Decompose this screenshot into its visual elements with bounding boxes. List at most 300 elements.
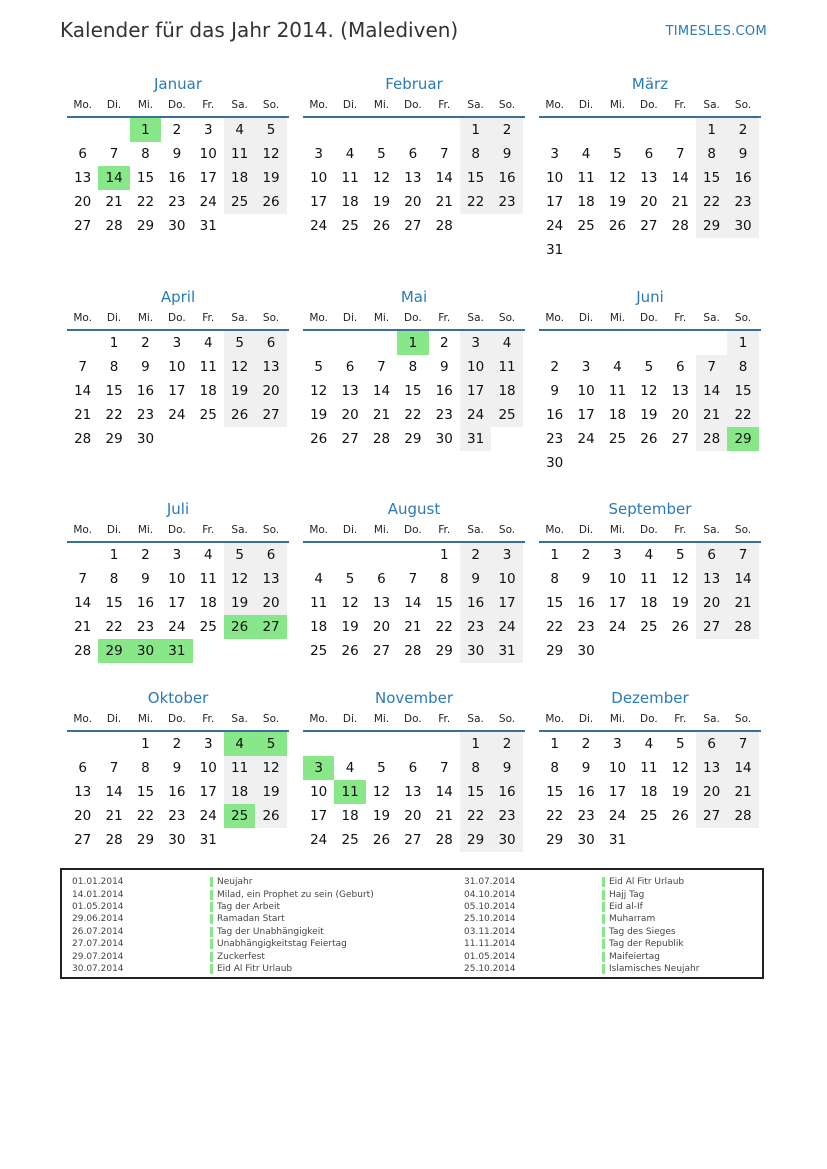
- day-cell: 27: [696, 804, 727, 828]
- month-days: [67, 543, 289, 663]
- day-cell: 7: [727, 732, 758, 756]
- day-cell: 31: [460, 427, 491, 451]
- day-cell: 13: [255, 355, 286, 379]
- day-cell: 16: [168, 784, 186, 800]
- day-cell: 8: [696, 142, 727, 166]
- day-cell: 30: [460, 639, 491, 663]
- day-cell: 26: [372, 218, 391, 234]
- day-cell: 6: [78, 146, 87, 162]
- holiday-marker-icon: [210, 939, 213, 949]
- day-cell: 2: [141, 547, 150, 563]
- week-row: [303, 780, 525, 804]
- day-cell: 24: [577, 431, 595, 447]
- day-cell: 18: [224, 166, 255, 190]
- empty-day-cell: [255, 427, 286, 451]
- legend-holiday-name: Eid al-If: [609, 901, 643, 912]
- weekday-label: Sa.: [703, 312, 720, 324]
- day-cell: 28: [727, 615, 758, 639]
- weekday-label: Sa.: [467, 99, 484, 111]
- legend-date: 11.11.2014: [464, 939, 516, 950]
- day-cell: 23: [136, 407, 155, 423]
- day-cell: 3: [550, 146, 559, 162]
- weekday-label: Sa.: [467, 524, 484, 536]
- day-cell: 29: [404, 431, 422, 447]
- day-cell: 9: [491, 756, 522, 780]
- week-row: [303, 543, 525, 567]
- empty-day-cell: [665, 828, 696, 852]
- day-cell: 15: [546, 784, 564, 800]
- day-cell: 5: [255, 118, 286, 142]
- weekday-label: Di.: [578, 713, 594, 725]
- day-cell: 11: [199, 571, 217, 587]
- month-days: [67, 732, 289, 852]
- day-cell: 20: [696, 780, 727, 804]
- day-cell: 30: [136, 431, 155, 447]
- empty-day-cell: [193, 427, 224, 451]
- day-cell: 30: [577, 643, 595, 659]
- week-row: [67, 403, 289, 427]
- day-cell: 18: [640, 595, 658, 611]
- day-cell: 19: [224, 591, 255, 615]
- day-cell: 25: [199, 407, 217, 423]
- week-row: [303, 118, 525, 142]
- weekday-label: Sa.: [231, 524, 248, 536]
- day-cell: 19: [671, 595, 689, 611]
- day-cell: 7: [675, 146, 685, 162]
- legend-date: 26.07.2014: [72, 926, 124, 937]
- weekday-label: Fr.: [438, 99, 451, 111]
- week-row: [303, 639, 525, 663]
- empty-day-cell: [633, 451, 664, 475]
- month-name: November: [374, 689, 454, 707]
- empty-day-cell: [633, 238, 664, 262]
- week-row: [303, 732, 525, 756]
- empty-day-cell: [334, 331, 365, 355]
- day-cell: 2: [727, 118, 758, 142]
- day-cell: 9: [439, 359, 449, 375]
- holiday-marker-icon: [602, 927, 605, 937]
- empty-day-cell: [98, 732, 129, 756]
- empty-day-cell: [67, 331, 98, 355]
- day-cell: 9: [141, 359, 150, 375]
- day-cell: 20: [404, 808, 422, 824]
- week-row: [303, 567, 525, 591]
- legend-holiday-name: Tag der Unabhängigkeit: [217, 926, 324, 937]
- week-row: [539, 331, 761, 355]
- day-cell: 10: [546, 170, 564, 186]
- day-cell: 23: [546, 431, 564, 447]
- day-cell: 27: [640, 218, 658, 234]
- weekday-label: Di.: [106, 713, 122, 725]
- holiday-day-cell: 1: [130, 118, 161, 142]
- day-cell: 22: [727, 403, 758, 427]
- empty-day-cell: [303, 118, 334, 142]
- day-cell: 28: [372, 431, 391, 447]
- day-cell: 19: [310, 407, 328, 423]
- day-cell: 1: [550, 547, 559, 563]
- day-cell: 19: [224, 379, 255, 403]
- day-cell: 21: [74, 407, 92, 423]
- legend-date: 01.05.2014: [464, 951, 516, 962]
- day-cell: 6: [255, 331, 286, 355]
- week-row: [539, 190, 761, 214]
- day-cell: 10: [310, 784, 328, 800]
- month-10: [67, 688, 289, 852]
- week-row: [67, 166, 289, 190]
- week-row: [303, 214, 525, 238]
- day-cell: 17: [310, 808, 328, 824]
- day-cell: 3: [491, 543, 522, 567]
- empty-day-cell: [255, 214, 286, 238]
- legend-holiday-name: Unabhängigkeitstag Feiertag: [217, 939, 347, 950]
- weekday-label: So.: [498, 312, 516, 324]
- month-name: Juni: [636, 288, 664, 306]
- day-cell: 15: [460, 780, 491, 804]
- day-cell: 14: [435, 784, 453, 800]
- legend-item: [464, 876, 699, 888]
- day-cell: 13: [74, 170, 92, 186]
- day-cell: 4: [203, 335, 213, 351]
- legend-holiday-name: Eid Al Fitr Urlaub: [609, 877, 685, 888]
- day-cell: 17: [199, 784, 217, 800]
- legend-holiday-name: Tag des Sieges: [609, 926, 676, 937]
- day-cell: 18: [491, 379, 522, 403]
- empty-day-cell: [665, 118, 696, 142]
- day-cell: 4: [224, 118, 255, 142]
- day-cell: 3: [172, 547, 182, 563]
- day-cell: 19: [341, 619, 359, 635]
- legend-item: [464, 926, 699, 938]
- day-cell: 14: [404, 595, 422, 611]
- weekday-label: Fr.: [438, 312, 451, 324]
- week-row: [539, 567, 761, 591]
- week-row: [303, 379, 525, 403]
- weekday-label: So.: [262, 713, 280, 725]
- legend-holiday-name: Neujahr: [217, 877, 253, 888]
- day-cell: 6: [675, 359, 685, 375]
- day-cell: 9: [172, 760, 182, 776]
- day-cell: 13: [696, 756, 727, 780]
- day-cell: 18: [341, 194, 359, 210]
- empty-day-cell: [602, 238, 633, 262]
- week-row: [67, 756, 289, 780]
- week-row: [303, 615, 525, 639]
- weekday-label: Mi.: [609, 713, 626, 725]
- week-row: [303, 828, 525, 852]
- day-cell: 31: [491, 639, 522, 663]
- day-cell: 15: [136, 170, 155, 186]
- day-cell: 8: [727, 355, 758, 379]
- month-days: [539, 118, 761, 262]
- day-cell: 30: [491, 828, 522, 852]
- day-cell: 25: [640, 808, 658, 824]
- legend-item: [464, 938, 699, 950]
- month-days: [67, 331, 289, 451]
- weekday-label: Di.: [578, 99, 594, 111]
- month-name: Oktober: [147, 689, 209, 707]
- day-cell: 27: [74, 218, 92, 234]
- weekday-label: Mo.: [73, 524, 93, 536]
- week-row: [67, 355, 289, 379]
- legend-item: [464, 913, 699, 925]
- day-cell: 9: [581, 571, 591, 587]
- holiday-marker-icon: [602, 952, 605, 962]
- day-cell: 25: [224, 190, 255, 214]
- weekday-label: Di.: [106, 312, 122, 324]
- day-cell: 21: [74, 619, 92, 635]
- week-row: [303, 804, 525, 828]
- legend-date: 03.11.2014: [464, 926, 516, 937]
- legend-item: [72, 926, 374, 938]
- day-cell: 19: [671, 784, 689, 800]
- day-cell: 24: [310, 832, 328, 848]
- empty-day-cell: [602, 118, 633, 142]
- weekday-label: Di.: [342, 312, 358, 324]
- weekday-label: So.: [734, 99, 752, 111]
- empty-day-cell: [665, 639, 696, 663]
- weekday-header: [67, 712, 289, 732]
- day-cell: 27: [671, 431, 689, 447]
- day-cell: 17: [168, 595, 186, 611]
- day-cell: 2: [491, 118, 522, 142]
- legend-holiday-name: Ramadan Start: [217, 914, 285, 925]
- weekday-label: Do.: [168, 713, 186, 725]
- weekday-header: [67, 98, 289, 118]
- day-cell: 15: [105, 595, 123, 611]
- legend-date: 25.10.2014: [464, 914, 516, 925]
- day-cell: 6: [644, 146, 654, 162]
- day-cell: 23: [168, 194, 186, 210]
- day-cell: 15: [460, 166, 491, 190]
- holiday-day-cell: 27: [255, 615, 286, 639]
- day-cell: 6: [345, 359, 355, 375]
- day-cell: 27: [341, 431, 359, 447]
- empty-day-cell: [303, 331, 334, 355]
- legend-date: 29.06.2014: [72, 914, 124, 925]
- weekday-label: Do.: [404, 713, 422, 725]
- day-cell: 21: [671, 194, 689, 210]
- empty-day-cell: [633, 331, 664, 355]
- empty-day-cell: [193, 639, 224, 663]
- holiday-marker-icon: [210, 902, 213, 912]
- legend-item: [464, 950, 699, 962]
- empty-day-cell: [303, 732, 334, 756]
- empty-day-cell: [224, 639, 255, 663]
- day-cell: 5: [224, 331, 255, 355]
- week-row: [67, 214, 289, 238]
- holiday-day-cell: 25: [224, 804, 255, 828]
- legend-item: [72, 950, 374, 962]
- day-cell: 8: [550, 760, 559, 776]
- empty-day-cell: [602, 331, 633, 355]
- empty-day-cell: [366, 543, 397, 567]
- weekday-label: Sa.: [467, 312, 484, 324]
- day-cell: 13: [255, 567, 286, 591]
- day-cell: 8: [141, 146, 150, 162]
- day-cell: 15: [696, 166, 727, 190]
- week-row: [539, 379, 761, 403]
- day-cell: 17: [608, 784, 627, 800]
- day-cell: 22: [460, 190, 491, 214]
- weekday-label: Fr.: [674, 99, 687, 111]
- empty-day-cell: [696, 451, 727, 475]
- holiday-marker-icon: [210, 914, 213, 924]
- week-row: [539, 355, 761, 379]
- holiday-day-cell: 1: [397, 331, 428, 355]
- day-cell: 7: [727, 543, 758, 567]
- brand-link[interactable]: TIMESLES.COM: [665, 24, 767, 39]
- legend-date: 29.07.2014: [72, 951, 124, 962]
- week-row: [67, 142, 289, 166]
- day-cell: 1: [696, 118, 727, 142]
- day-cell: 2: [172, 736, 182, 752]
- day-cell: 19: [255, 780, 286, 804]
- day-cell: 16: [577, 784, 595, 800]
- day-cell: 22: [546, 808, 564, 824]
- empty-day-cell: [539, 118, 570, 142]
- day-cell: 12: [310, 383, 328, 399]
- day-cell: 12: [255, 142, 286, 166]
- legend-holiday-name: Milad, ein Prophet zu sein (Geburt): [217, 889, 374, 900]
- day-cell: 12: [671, 760, 689, 776]
- day-cell: 15: [435, 595, 453, 611]
- day-cell: 21: [372, 407, 391, 423]
- weekday-label: Fr.: [438, 713, 451, 725]
- month-name: Februar: [385, 75, 443, 93]
- week-row: [67, 427, 289, 451]
- day-cell: 2: [460, 543, 491, 567]
- day-cell: 21: [105, 194, 123, 210]
- weekday-label: Sa.: [703, 99, 720, 111]
- day-cell: 1: [550, 736, 559, 752]
- weekday-label: Do.: [404, 99, 422, 111]
- day-cell: 1: [460, 732, 491, 756]
- weekday-label: Fr.: [202, 713, 215, 725]
- day-cell: 11: [640, 760, 658, 776]
- empty-day-cell: [98, 118, 129, 142]
- day-cell: 20: [255, 379, 286, 403]
- legend-holiday-name: Muharram: [609, 914, 656, 925]
- day-cell: 4: [345, 760, 355, 776]
- weekday-label: Do.: [640, 312, 658, 324]
- week-row: [67, 331, 289, 355]
- day-cell: 3: [314, 146, 323, 162]
- day-cell: 20: [255, 591, 286, 615]
- day-cell: 1: [109, 335, 119, 351]
- day-cell: 12: [608, 170, 627, 186]
- weekday-label: Mo.: [545, 312, 565, 324]
- day-cell: 25: [608, 431, 627, 447]
- week-row: [67, 591, 289, 615]
- day-cell: 25: [341, 832, 359, 848]
- holiday-marker-icon: [602, 939, 605, 949]
- empty-day-cell: [491, 427, 522, 451]
- empty-day-cell: [334, 732, 365, 756]
- day-cell: 10: [577, 383, 595, 399]
- day-cell: 23: [491, 804, 522, 828]
- empty-day-cell: [696, 639, 727, 663]
- empty-day-cell: [727, 451, 758, 475]
- day-cell: 20: [640, 194, 658, 210]
- holiday-marker-icon: [210, 927, 213, 937]
- day-cell: 23: [727, 190, 758, 214]
- legend-date: 14.01.2014: [72, 889, 124, 900]
- day-cell: 4: [491, 331, 522, 355]
- day-cell: 4: [613, 359, 622, 375]
- weekday-label: Fr.: [202, 524, 215, 536]
- day-cell: 23: [460, 615, 491, 639]
- day-cell: 27: [255, 403, 286, 427]
- day-cell: 25: [341, 218, 359, 234]
- day-cell: 12: [372, 784, 391, 800]
- week-row: [67, 543, 289, 567]
- day-cell: 31: [608, 832, 627, 848]
- legend-date: 01.01.2014: [72, 877, 124, 888]
- day-cell: 13: [640, 170, 658, 186]
- legend-date: 27.07.2014: [72, 939, 124, 950]
- day-cell: 18: [199, 383, 217, 399]
- day-cell: 22: [105, 407, 123, 423]
- holiday-marker-icon: [210, 964, 213, 974]
- empty-day-cell: [727, 639, 758, 663]
- day-cell: 2: [550, 359, 559, 375]
- weekday-label: Mi.: [373, 99, 390, 111]
- day-cell: 16: [577, 595, 595, 611]
- day-cell: 6: [408, 760, 418, 776]
- legend-holiday-name: Tag der Republik: [609, 939, 684, 950]
- day-cell: 19: [608, 194, 627, 210]
- month-name: Juli: [166, 500, 190, 518]
- month-2: [303, 74, 525, 238]
- day-cell: 14: [727, 567, 758, 591]
- month-5: [303, 287, 525, 451]
- day-cell: 8: [109, 571, 119, 587]
- legend-holiday-name: Tag der Arbeit: [217, 901, 281, 912]
- day-cell: 25: [310, 643, 328, 659]
- empty-day-cell: [696, 238, 727, 262]
- day-cell: 22: [136, 194, 155, 210]
- empty-day-cell: [539, 331, 570, 355]
- holiday-marker-icon: [602, 964, 605, 974]
- day-cell: 16: [546, 407, 564, 423]
- weekday-header: [539, 523, 761, 543]
- weekday-label: So.: [498, 99, 516, 111]
- week-row: [67, 780, 289, 804]
- day-cell: 12: [372, 170, 391, 186]
- weekday-label: So.: [498, 524, 516, 536]
- day-cell: 17: [310, 194, 328, 210]
- day-cell: 9: [727, 142, 758, 166]
- day-cell: 28: [74, 431, 92, 447]
- day-cell: 24: [199, 808, 217, 824]
- day-cell: 12: [224, 567, 255, 591]
- weekday-label: Mi.: [137, 524, 154, 536]
- week-row: [539, 591, 761, 615]
- day-cell: 26: [640, 431, 658, 447]
- holiday-day-cell: 29: [98, 639, 129, 663]
- day-cell: 17: [546, 194, 564, 210]
- day-cell: 22: [404, 407, 422, 423]
- day-cell: 4: [644, 547, 654, 563]
- day-cell: 24: [310, 218, 328, 234]
- day-cell: 4: [345, 146, 355, 162]
- day-cell: 27: [404, 218, 422, 234]
- day-cell: 15: [546, 595, 564, 611]
- day-cell: 6: [377, 571, 386, 587]
- day-cell: 27: [404, 832, 422, 848]
- empty-day-cell: [366, 732, 397, 756]
- day-cell: 27: [696, 615, 727, 639]
